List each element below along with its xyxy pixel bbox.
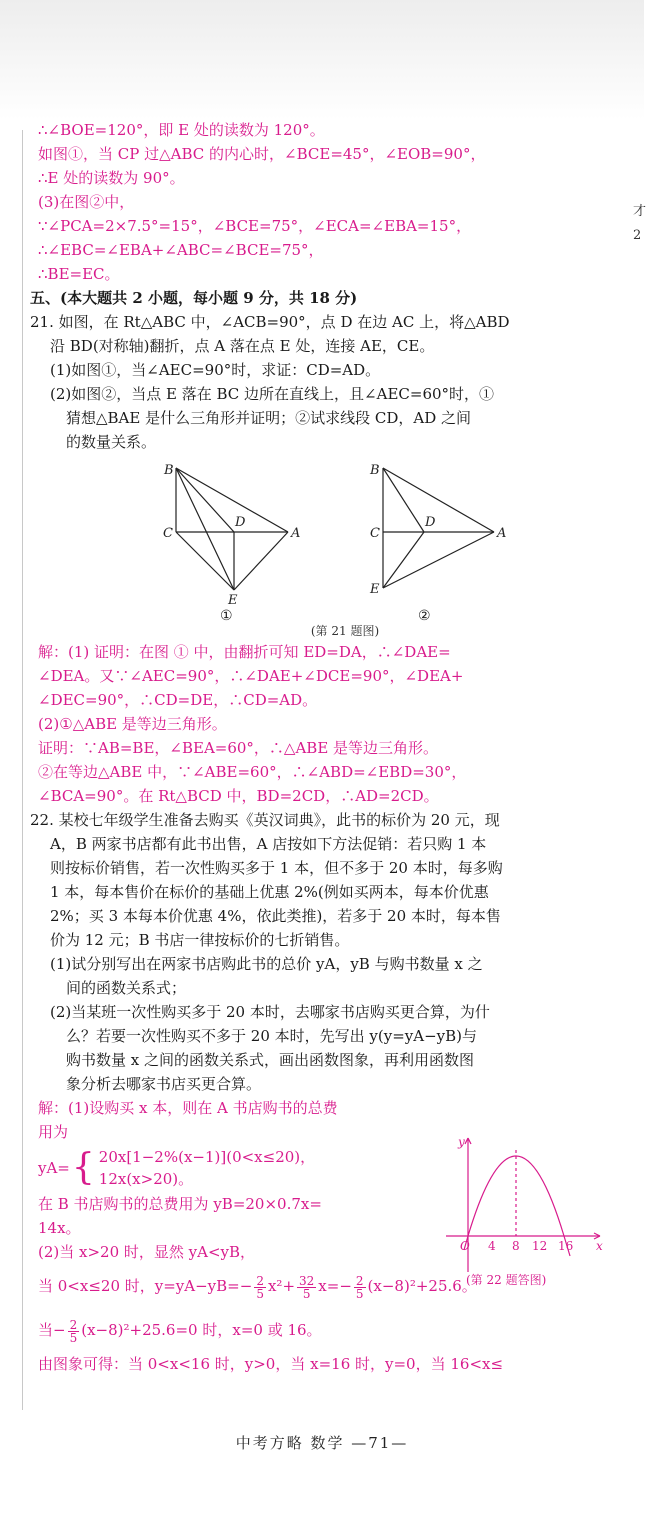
- answer-line: ∴∠EBC=∠EBA+∠ABC=∠BCE=75°，: [38, 241, 324, 259]
- question-line: 则按标价销售，若一次性购买多于 1 本，但不多于 20 本时，每多购: [50, 859, 503, 877]
- page-footer: 中考方略 数学 —71—: [235, 1434, 409, 1452]
- ya-lhs: yA=: [38, 1159, 70, 1177]
- answer-line: ②在等边△ABE 中，∵∠ABE=60°，∴∠ABD=∠EBD=30°，: [38, 763, 467, 781]
- answer-line: (2)①△ABE 是等边三角形。: [38, 715, 227, 733]
- figure-21: [30, 462, 610, 622]
- cases: [99, 1146, 315, 1190]
- fraction: $\frac{2}{5}$: [256, 1273, 264, 1301]
- tick-4: 4: [488, 1239, 496, 1253]
- margin-rule: [22, 130, 23, 1410]
- answer-line: ∴∠BOE=120°，即 E 处的读数为 120°。: [38, 121, 325, 139]
- question-line: (1)如图①，当∠AEC=90°时，求证：CD=AD。: [50, 361, 381, 379]
- graph-22: [440, 1132, 608, 1276]
- figure-1-label: ①: [220, 608, 233, 624]
- question-line: 么？若要一次性购买不多于 20 本时，先写出 y(y=yA−yB)与: [66, 1027, 477, 1045]
- tick-8: 8: [512, 1239, 520, 1253]
- question-line: 间的函数关系式；: [66, 979, 187, 997]
- label-B: B: [164, 463, 174, 478]
- label-E: E: [228, 593, 238, 608]
- question-line: (1)试分别写出在两家书店购此书的总价 yA，yB 与购书数量 x 之: [50, 955, 483, 973]
- answer-line: 在 B 书店购书的总费用为 yB=20×0.7x=: [38, 1195, 322, 1213]
- graph-22-caption: (第 22 题答图): [466, 1273, 547, 1287]
- answer-21: [30, 640, 610, 808]
- question-line: 1 本，每本售价在标价的基础上优惠 2%(例如买两本，每本价优惠: [50, 883, 489, 901]
- tick-12: 12: [532, 1239, 548, 1253]
- question-line: 价为 12 元；B 书店一律按标价的七折销售。: [50, 931, 350, 949]
- answer-line-with-fractions: 当− $\frac{2}{5}$ (x−8)²+25.6=0 时，x=0 或 16。: [38, 1317, 322, 1345]
- question-21: [30, 310, 610, 454]
- fraction: $\frac{2}{5}$: [355, 1273, 364, 1301]
- answer-line: 解：(1) 证明：在图 ① 中，由翻折可知 ED=DA，∴∠DAE=: [38, 643, 451, 661]
- answer-line: 解：(1)设购买 x 本，则在 A 书店购书的总费: [38, 1099, 338, 1117]
- fraction: $\frac{32}{5}$: [299, 1273, 315, 1301]
- answer-line: (3)在图②中，: [38, 193, 135, 211]
- answer-q20-continued: [30, 118, 610, 286]
- question-line: 的数量关系。: [66, 433, 157, 451]
- label-B: B: [370, 463, 380, 478]
- x-axis-label: x: [596, 1239, 603, 1253]
- question-line: 购书数量 x 之间的函数关系式，画出函数图象，再利用函数图: [66, 1051, 474, 1069]
- answer-line: 证明：∵AB=BE，∠BEA=60°，∴△ABE 是等边三角形。: [38, 739, 439, 757]
- tick-16: 16: [558, 1239, 574, 1253]
- answer-line: (2)当 x>20 时，显然 yA<yB，: [38, 1243, 256, 1261]
- question-22: [30, 808, 610, 1096]
- figure-21-caption: (第 21 题图): [310, 624, 380, 638]
- question-line: (2)当某班一次性购买多于 20 本时，去哪家书店购买更合算，为什: [50, 1003, 490, 1021]
- section-title: 五、(本大题共 2 小题，每小题 9 分，共 18 分): [30, 289, 358, 307]
- label-A: A: [291, 526, 301, 541]
- answer-line: ∴E 处的读数为 90°。: [38, 169, 185, 187]
- answer-line-with-fractions: 当 0<x≤20 时，y=yA−yB=− $\frac{2}{5}$ x²+ $\frac{32}{5}$ x=− $\frac{2}{5}$ (x−8)²+25.6。: [38, 1273, 477, 1301]
- question-line: 22. 某校七年级学生准备去购买《英汉词典》，此书的标价为 20 元，现: [30, 811, 500, 829]
- case-1: 20x[1−2%(x−1)](0<x≤20)，: [98, 1148, 316, 1166]
- question-line: A，B 两家书店都有此书出售，A 店按如下方法促销：若只购 1 本: [50, 835, 487, 853]
- origin-label: O: [460, 1239, 470, 1253]
- answer-line: 如图①，当 CP 过△ABC 的内心时，∠BCE=45°，∠EOB=90°，: [38, 145, 486, 163]
- question-line: 21. 如图，在 Rt△ABC 中，∠ACB=90°，点 D 在边 AC 上，将△ABD: [30, 313, 510, 331]
- label-C: C: [163, 526, 173, 541]
- question-line: 2%；买 3 本每本价优惠 4%，依此类推)，若多于 20 本时，每本售: [50, 907, 501, 925]
- figure-2-label: ②: [418, 608, 431, 624]
- question-line: 象分析去哪家书店买更合算。: [66, 1075, 262, 1093]
- answer-line: ∠DEA。又∵∠AEC=90°，∴∠DAE+∠DCE=90°，∠DEA+: [38, 667, 464, 685]
- answer-line: ∠BCA=90°。在 Rt△BCD 中，BD=2CD，∴AD=2CD。: [38, 787, 439, 805]
- question-line: 猜想△BAE 是什么三角形并证明；②试求线段 CD，AD 之间: [66, 409, 472, 427]
- answer-line: 14x。: [38, 1219, 81, 1237]
- right-edge-cut-text: 才 2: [633, 204, 646, 243]
- question-line: (2)如图②，当点 E 落在 BC 边所在直线上，且∠AEC=60°时，①: [50, 385, 495, 403]
- case-2: 12x(x>20)。: [98, 1170, 194, 1188]
- page-top-shade: [0, 0, 644, 120]
- y-axis-label: y: [458, 1135, 465, 1149]
- label-C: C: [370, 526, 380, 541]
- fraction: $\frac{2}{5}$: [69, 1317, 78, 1345]
- label-D: D: [235, 515, 246, 530]
- answer-line: 用为: [38, 1123, 69, 1141]
- label-D: D: [425, 515, 436, 530]
- brace-symbol: {: [71, 1147, 95, 1188]
- answer-line: ∴BE=EC。: [38, 265, 120, 283]
- question-line: 沿 BD(对称轴)翻折，点 A 落在点 E 处，连接 AE，CE。: [50, 337, 435, 355]
- label-A: A: [497, 526, 507, 541]
- label-E: E: [370, 582, 380, 597]
- figure-21-diagram: [30, 462, 590, 622]
- answer-line: ∠DEC=90°，∴CD=DE，∴CD=AD。: [38, 691, 318, 709]
- parabola-graph: [440, 1132, 608, 1272]
- answer-line: ∵∠PCA=2×7.5°=15°，∠BCE=75°，∠ECA=∠EBA=15°，: [38, 217, 472, 235]
- answer-line: 由图象可得：当 0<x<16 时，y>0，当 x=16 时，y=0，当 16<x≤: [38, 1355, 504, 1373]
